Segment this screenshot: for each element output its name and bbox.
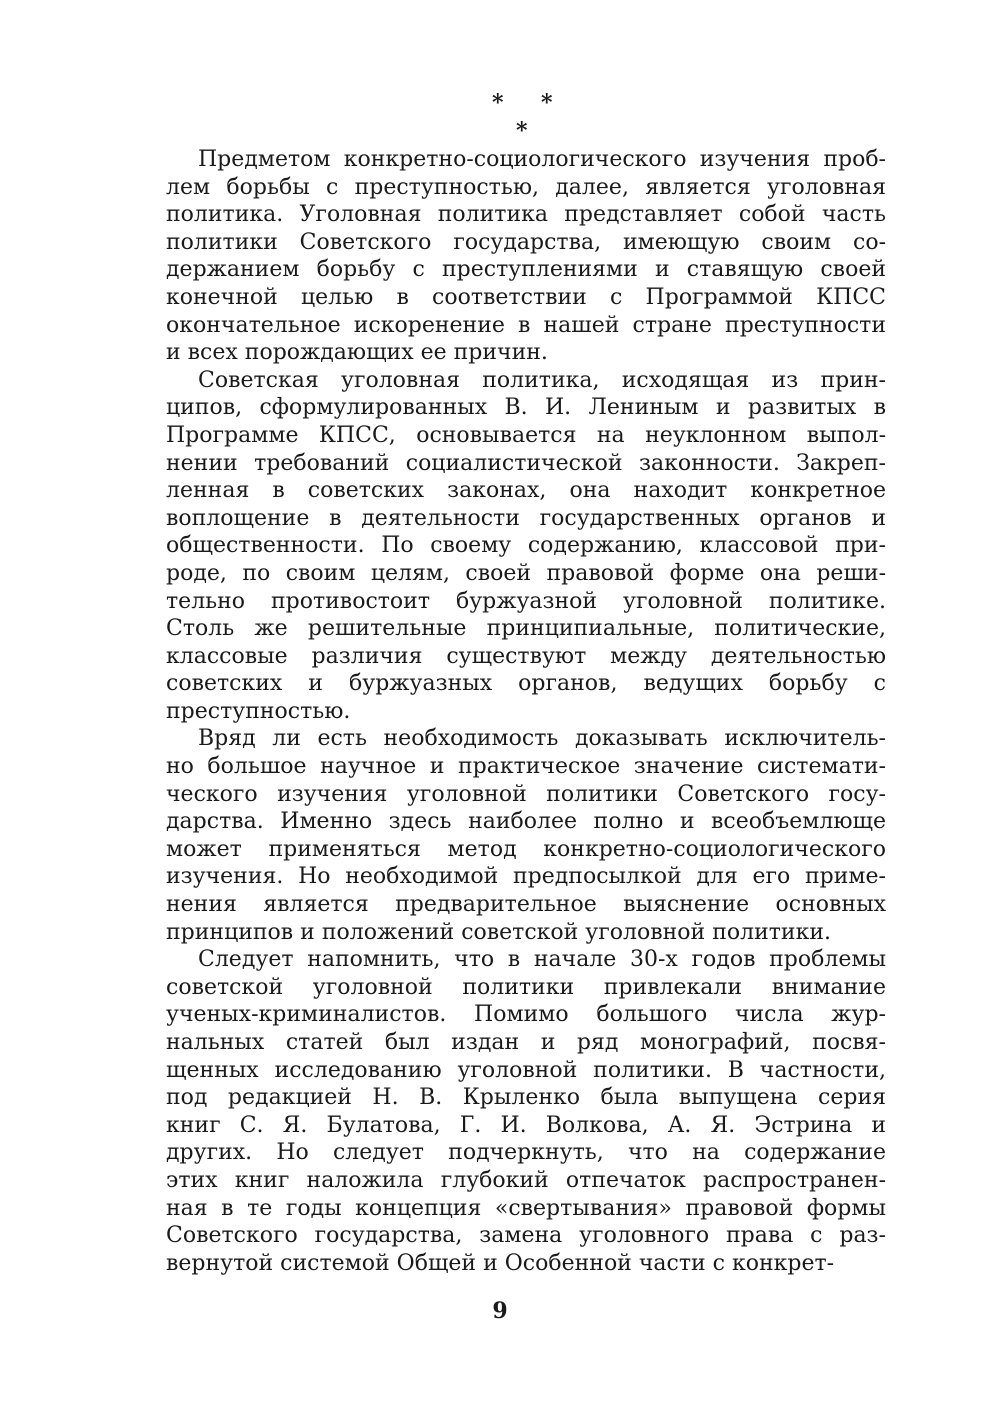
text-line: принципов и положений советской уголовной политики. <box>166 919 831 945</box>
text-line: Советская уголовная политика, исходящая из прин- <box>198 367 886 393</box>
text-line: под редакцией Н. В. Крыленко была выпущена серия <box>166 1085 886 1111</box>
text-line: нения является предварительное выяснение основных <box>166 892 886 918</box>
text-line: Следует напомнить, что в начале 30-х годов проблемы <box>198 947 886 973</box>
text-line: ленная в советских законах, она находит конкретное <box>166 478 886 504</box>
text-line: щенных исследованию уголовной политики. В частности, <box>166 1057 886 1083</box>
text-line: Программе КПСС, основывается на неуклонном выпол- <box>166 422 886 448</box>
text-line: Столь же решительные принципиальные, политические, <box>166 616 886 642</box>
paragraph <box>166 367 886 726</box>
text-line: Предметом конкретно-социологического изучения проб- <box>198 147 886 172</box>
section-separator <box>0 86 1000 146</box>
text-line: тельно противостоит буржуазной уголовной политике. <box>166 588 886 614</box>
asterisk-mark: * <box>541 90 553 116</box>
text-line: общественности. По своему содержанию, классовой при- <box>166 533 886 559</box>
text-line: окончательное искоренение в нашей стране преступности <box>166 312 886 338</box>
text-line: советской уголовной политики привлекали внимание <box>166 974 886 1000</box>
text-line: этих книг наложила глубокий отпечаток распространен- <box>166 1167 886 1193</box>
text-line: может применяться метод конкретно-социологического <box>166 836 886 862</box>
text-line: Советского государства, замена уголовного права с раз- <box>166 1223 886 1249</box>
text-line: книг С. Я. Булатова, Г. И. Волкова, А. Я. Эстрина и <box>166 1112 886 1138</box>
text-line: нении требований социалистической законности. Закреп- <box>166 450 886 476</box>
text-line: изучения. Но необходимой предпосылкой для его приме- <box>166 864 886 890</box>
text-line: классовые различия существуют между деятельностью <box>166 643 886 669</box>
text-line: ная в те годы концепция «свертывания» правовой формы <box>166 1195 886 1221</box>
text-line: и всех порождающих ее причин. <box>166 340 548 366</box>
text-line: Вряд ли есть необходимость доказывать исключитель- <box>198 726 886 752</box>
text-line: советских и буржуазных органов, ведущих борьбу с <box>166 671 886 697</box>
text-line: вернутой системой Общей и Особенной части с конкрет- <box>166 1250 835 1276</box>
page-number: 9 <box>492 1298 508 1324</box>
text-line: ципов, сформулированных В. И. Лениным и развитых в <box>166 395 886 421</box>
asterisk-mark: * <box>516 118 528 144</box>
asterisk-mark: * <box>492 90 504 116</box>
text-line: воплощение в деятельности государственных органов и <box>166 505 886 531</box>
text-line: преступностью. <box>166 698 351 724</box>
paragraph <box>166 725 886 946</box>
text-line: держанием борьбу с преступлениями и ставящую своей <box>166 257 886 283</box>
text-line: роде, по своим целям, своей правовой форме она реши- <box>166 560 886 586</box>
paragraph <box>166 946 886 1277</box>
text-line: но большое научное и практическое значение системати- <box>166 754 886 780</box>
paragraph <box>166 146 886 367</box>
text-line: политика. Уголовная политика представляет собой часть <box>166 202 886 228</box>
text-line: нальных статей был издан и ряд монографий, посвя- <box>166 1030 886 1055</box>
text-line: лем борьбы с преступностью, далее, является уголовная <box>166 174 886 200</box>
text-line: конечной целью в соответствии с Программой КПСС <box>166 284 886 310</box>
text-line: других. Но следует подчеркнуть, что на содержание <box>166 1140 886 1166</box>
text-line: дарства. Именно здесь наиболее полно и всеобъемлюще <box>166 809 886 835</box>
body-text <box>166 146 886 1277</box>
text-line: ученых-криминалистов. Помимо большого числа жур- <box>166 1002 886 1028</box>
text-line: ческого изучения уголовной политики Советского госу- <box>166 781 886 807</box>
text-line: политики Советского государства, имеющую своим со- <box>166 229 886 255</box>
